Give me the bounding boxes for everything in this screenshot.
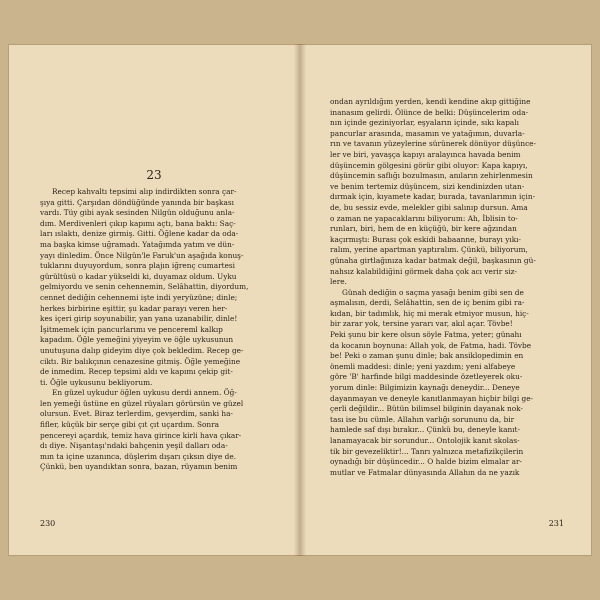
text-line: rın ve tavanın yüzeylerine sürünerek dönüyor düşünce-: [330, 139, 537, 149]
text-line: kıdan, bir tadımlık, hiç mi merak etmiyor musun, hiç-: [330, 308, 529, 318]
text-line: günaha girtlağınıza kadar batmak değil, başkasının gü-: [330, 255, 536, 265]
text-line: lanamayacak bir sorundur... Ontolojik kanıt skolas-: [330, 436, 520, 445]
text-line: tik bir gevezeliktir!... Tanrı yalnızca metafizikçilerin: [330, 446, 524, 456]
text-line: yorum dinle: Bilgimizin kaynağı deneydir... Deneye: [330, 383, 520, 393]
right-page-number: 231: [548, 519, 564, 528]
text-line: şıya gitti. Çarşıdan döndüğünde yanında bir başkası: [40, 197, 234, 207]
text-line: dayanmayan ve deneyle kanıtlanmayan hiçbir bilgi ge-: [330, 393, 534, 403]
text-line: be! Peki o zaman şunu dinle; bak ansiklopedimin en: [330, 351, 524, 361]
text-line: tuklarını duyuyordum, sonra plajın iğrenç cumartesi: [40, 261, 236, 271]
text-line: mutlar ve Fatmalar dünyasında Allahın da ne yazık: [330, 467, 520, 477]
text-line: Recep kahvaltı tepsimi alıp indirdikten sonra çar-: [52, 187, 237, 196]
text-line: hamlede saf dışı bırakır... Çünkü bu, deneyle kanıt-: [330, 425, 520, 435]
book-spread: [8, 44, 592, 556]
text-line: dım. Merdivenleri çıkıp kapımı açtı, bana baktı: Saç-: [40, 218, 236, 228]
text-line: o zaman ne yapacaklarını biliyorum: Ah, İblisin to-: [330, 213, 518, 223]
text-line: düşüncemin gölgesini görür gibi oluyor: Kapa kapıyı,: [330, 160, 528, 170]
text-line: Peki şunu bir kere olsun söyle Fatma, yeter; günahı: [330, 330, 522, 340]
text-line: len yemeği üstüne en güzel rüyaları görürsün ve güzel: [40, 398, 244, 408]
text-line: yayı dinledim. Önce Nilgün'le Faruk'un aşağıda konuş-: [40, 250, 244, 260]
text-line: ları ıslaktı, denize girmiş. Gitti. Öğlene kadar da oda-: [40, 229, 239, 239]
text-line: aşmalısın, derdi, Selâhattin, sen de iç benim gibi ra-: [330, 298, 525, 308]
chapter-number: 23: [146, 168, 162, 182]
text-line: olursun. Evet. Biraz terlerdim, gevşerdim, sanki ha-: [40, 409, 234, 419]
text-line: düşüncemin saflığı bozulmasın, anıların zehirlenmesin: [330, 171, 533, 181]
text-line: inanasım gelirdi. Ölünce de belki: Düşüncelerim oda-: [330, 107, 529, 117]
text-line: vardı. Tüy gibi ayak sesinden Nilgün olduğunu anla-: [40, 208, 235, 218]
text-line: pancurlar arasında, masamın ve yatağımın, duvarla-: [330, 128, 525, 138]
left-page: [8, 44, 300, 556]
text-line: ti. Öğle uykusunu bekliyorum.: [40, 377, 153, 387]
text-line: dı diye. Nişantaşı'ndaki bahçenin yeşil dalları oda-: [40, 441, 228, 451]
text-line: mın ta içine uzanınca, düşlerim dışarı çıksın diye de.: [40, 451, 237, 461]
text-line: da kocanın boynuna: Allah yok, de Fatma, hadi. Tövbe: [330, 340, 532, 350]
text-line: En güzel uykudur öğlen uykusu derdi annem. Öğ-: [52, 388, 237, 398]
text-line: Çünkü, ben uyandıktan sonra, bazan, rüyamın benim: [40, 462, 238, 472]
text-line: kapadım. Öğle yemeğini yiyeyim ve öğle uykusunun: [40, 335, 234, 345]
text-line: oynadığı bir düşüncedir... O halde bizim elmalar ar-: [330, 457, 522, 467]
text-line: fifler, küçük bir serçe gibi çıt çıt uçardım. Sonra: [40, 420, 220, 430]
text-line: ve benim tertemiz düşüncem, sizi kendinizden utan-: [330, 181, 525, 191]
text-line: de, bu sessiz evde, melekler gibi salınıp dursun. Ama: [330, 202, 528, 212]
left-page-number: 230: [40, 519, 56, 528]
text-line: de inmedim. Recep tepsimi aldı ve kapımı çekip git-: [40, 367, 233, 377]
text-line: göre 'B' harfinde bilgi maddesinde özetleyerek oku-: [330, 372, 523, 382]
text-line: kaçırmıştı: Burası çok eskidi babaanne, burayı yıkı-: [330, 234, 522, 244]
text-line: ondan ayrıldığım yerden, kendi kendine akıp gittiğine: [330, 97, 531, 106]
text-line: pencereyi açardık, temiz hava girince kirli hava çıkar-: [40, 430, 242, 440]
text-line: çerli değildir... Bütün bilimsel bilginin dayanak nok-: [330, 404, 523, 414]
text-line: gelmiyordu ve senin cehennemin, Selâhattin, diyordum,: [40, 282, 249, 292]
text-line: önemli maddesi: dinle; yeni yazdım; yeni alfabeye: [330, 361, 516, 371]
text-line: ler ve biri, yavaşça kapıyı aralayınca havada benim: [330, 149, 521, 159]
text-line: cennet dediğin cehennemi işte indi yeryüzüne; dinle;: [40, 292, 238, 302]
text-line: Günah dediğin o saçma yasağı benim gibi sen de: [342, 287, 524, 297]
right-page: [300, 44, 592, 556]
text-line: runları, biri, hem de en küçüğü, bir kere ağzından: [330, 224, 517, 234]
text-line: nın içinde geziniyorlar, eşyaların içinde, sıkı kapalı: [330, 118, 519, 128]
text-line: tası ise bu cümle. Allahın varlığı sorununu da, bir: [330, 414, 515, 424]
text-line: gürültüsü o kadar yükseldi ki, duyamaz oldum. Uyku: [40, 271, 237, 281]
right-page-text: [330, 97, 568, 478]
text-line: lere.: [330, 277, 347, 287]
text-line: İşitmemek için pancurlarımı ve pencereml kalkıp: [40, 324, 223, 334]
text-line: bir zarar yok, tersine yararı var, akıl açar. Tövbe!: [330, 319, 513, 329]
text-line: kes içeri girip soyunabilir, yan yana uzanabilir, dinle!: [40, 314, 238, 324]
text-line: unutuşuna dalıp gideyim diye çok bekledim. Recep ge-: [40, 345, 244, 355]
text-line: ma başka kimse uğramadı. Yatağımda yatım ve dün-: [40, 239, 235, 249]
left-page-text: [40, 187, 274, 473]
text-line: ralım, yerine apartman yaptıralım. Çünkü, biliyorum,: [330, 245, 528, 255]
text-line: ciktı. Bir balıkçının cenazesine gitmiş. Öğle yemeğine: [40, 356, 241, 366]
text-line: herkes birbirine eşittir, şu kadar parayı veren her-: [40, 303, 228, 313]
text-line: dırmak için, kıyamete kadar, burada, tavanlarımın için-: [330, 192, 536, 202]
text-line: nahsız kalabildiğini görmek daha çok acı verir siz-: [330, 266, 518, 276]
